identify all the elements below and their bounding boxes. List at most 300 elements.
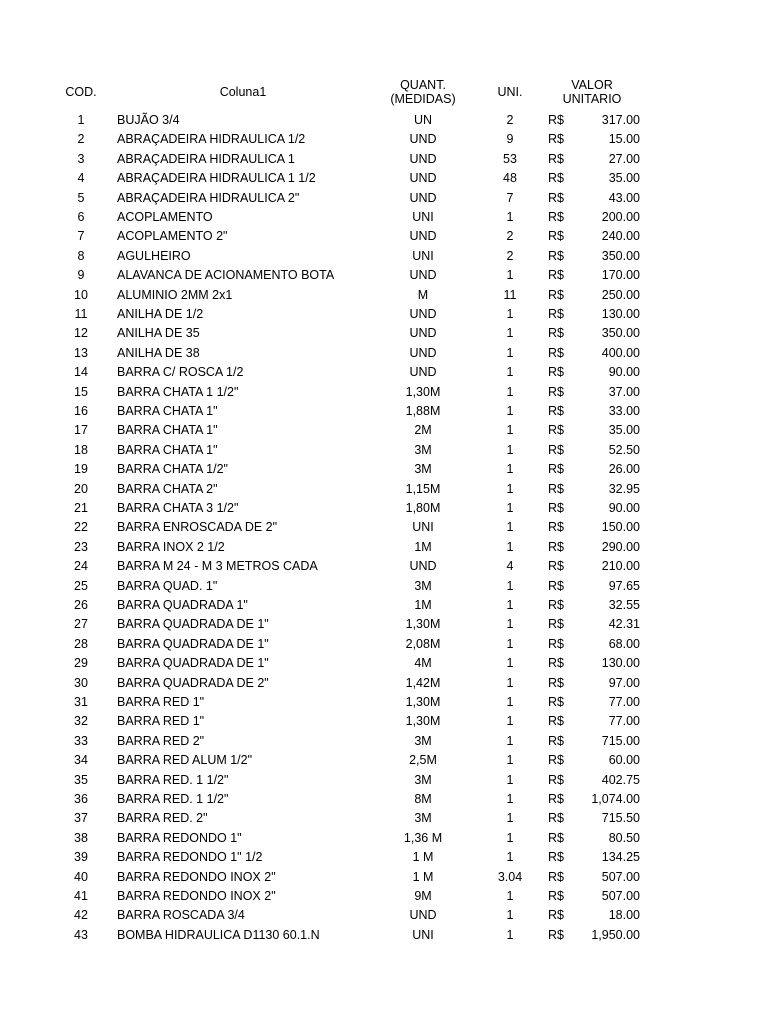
row-description: BARRA ENROSCADA DE 2"	[117, 520, 278, 535]
row-description: BARRA CHATA 1 1/2"	[117, 384, 239, 399]
row-currency: R$	[548, 811, 564, 826]
row-unit-value: 317.00	[601, 113, 640, 127]
row-description: BARRA CHATA 1"	[117, 442, 218, 457]
row-number: 19	[74, 462, 88, 477]
table-row	[0, 499, 768, 518]
table-row	[0, 771, 768, 790]
row-currency: R$	[548, 268, 564, 283]
row-description: BARRA QUADRADA 1"	[117, 598, 248, 612]
table-row	[0, 538, 768, 557]
table-row	[0, 266, 768, 285]
table-row	[0, 480, 768, 499]
row-currency: R$	[548, 578, 564, 593]
row-quantity: 1	[506, 520, 514, 535]
header-cod: COD.	[65, 85, 97, 99]
row-currency: R$	[548, 171, 564, 186]
row-unit-value: 32.95	[608, 481, 640, 496]
row-number: 10	[74, 287, 88, 302]
row-measure: 3M	[414, 772, 432, 787]
row-number: 7	[77, 229, 85, 244]
row-description: ACOPLAMENTO 2"	[117, 229, 228, 244]
row-unit-value: 18.00	[608, 908, 640, 923]
row-description: BARRA CHATA 1"	[117, 423, 218, 438]
row-number: 24	[74, 559, 88, 574]
header-uni: UNI.	[497, 85, 523, 99]
row-currency: R$	[548, 598, 564, 612]
table-row	[0, 615, 768, 634]
row-description: BUJÃO 3/4	[117, 113, 180, 127]
row-description: ALAVANCA DE ACIONAMENTO BOTA	[117, 268, 335, 283]
row-measure: 2M	[414, 423, 432, 438]
row-quantity: 1	[506, 830, 514, 845]
row-measure: UND	[409, 326, 437, 341]
row-measure: 1 M	[412, 850, 434, 865]
row-description: BARRA QUADRADA DE 1"	[117, 656, 269, 671]
table-row	[0, 674, 768, 693]
row-quantity: 1	[506, 326, 514, 341]
row-measure: UND	[409, 132, 437, 147]
row-quantity: 1	[506, 772, 514, 787]
row-description: BARRA RED 2"	[117, 733, 205, 748]
row-quantity: 1	[506, 384, 514, 399]
row-currency: R$	[548, 132, 564, 147]
row-number: 43	[74, 927, 88, 942]
row-currency: R$	[548, 869, 564, 884]
row-quantity: 1	[506, 501, 514, 515]
row-description: BARRA RED. 2"	[117, 811, 208, 826]
row-description: BARRA INOX 2 1/2	[117, 539, 225, 554]
row-description: ABRAÇADEIRA HIDRAULICA 2"	[117, 190, 300, 205]
row-number: 30	[74, 675, 88, 690]
header-coluna1: Coluna1	[219, 85, 267, 99]
row-measure: 1,30M	[405, 695, 441, 709]
row-currency: R$	[548, 539, 564, 554]
row-description: BARRA QUADRADA DE 2"	[117, 675, 269, 690]
row-measure: UND	[409, 171, 437, 186]
table-row	[0, 305, 768, 324]
row-unit-value: 200.00	[601, 210, 640, 224]
row-measure: 9M	[414, 889, 432, 903]
row-currency: R$	[548, 326, 564, 341]
row-number: 35	[74, 772, 88, 787]
row-quantity: 9	[506, 132, 514, 147]
table-row	[0, 654, 768, 673]
row-currency: R$	[548, 850, 564, 865]
row-quantity: 1	[506, 636, 514, 651]
row-quantity: 1	[506, 268, 514, 283]
row-currency: R$	[548, 772, 564, 787]
row-measure: 1M	[414, 539, 432, 554]
table-row	[0, 732, 768, 751]
row-measure: 1M	[414, 598, 432, 612]
row-number: 4	[77, 171, 85, 186]
row-description: BARRA RED 1"	[117, 714, 205, 729]
row-currency: R$	[548, 636, 564, 651]
table-row	[0, 460, 768, 479]
row-description: BARRA CHATA 3 1/2"	[117, 501, 239, 515]
row-unit-value: 27.00	[608, 151, 640, 166]
row-unit-value: 52.50	[608, 442, 640, 457]
row-description: ABRAÇADEIRA HIDRAULICA 1	[117, 151, 295, 166]
table-row	[0, 150, 768, 169]
row-quantity: 4	[506, 559, 514, 574]
row-quantity: 1	[506, 442, 514, 457]
row-currency: R$	[548, 617, 564, 632]
row-currency: R$	[548, 423, 564, 438]
row-description: ABRAÇADEIRA HIDRAULICA 1 1/2	[117, 171, 316, 186]
row-unit-value: 715.00	[601, 733, 640, 748]
row-description: BARRA RED. 1 1/2"	[117, 792, 229, 806]
row-description: ABRAÇADEIRA HIDRAULICA 1/2	[117, 132, 306, 147]
row-description: ACOPLAMENTO	[117, 210, 213, 224]
row-measure: 3M	[414, 578, 432, 593]
table-row	[0, 829, 768, 848]
row-unit-value: 402.75	[601, 772, 640, 787]
row-quantity: 2	[506, 113, 514, 127]
table-row	[0, 363, 768, 382]
row-number: 22	[74, 520, 88, 535]
row-measure: 3M	[414, 733, 432, 748]
table-row	[0, 383, 768, 402]
row-quantity: 1	[506, 598, 514, 612]
row-unit-value: 170.00	[601, 268, 640, 283]
row-quantity: 1	[506, 927, 514, 942]
row-measure: UND	[409, 307, 437, 321]
table-row	[0, 208, 768, 227]
row-currency: R$	[548, 151, 564, 166]
row-currency: R$	[548, 501, 564, 515]
row-measure: 1,80M	[405, 501, 441, 515]
row-unit-value: 32.55	[608, 598, 640, 612]
row-unit-value: 43.00	[608, 190, 640, 205]
row-description: ALUMINIO 2MM 2x1	[117, 287, 233, 302]
row-description: ANILHA DE 38	[117, 345, 200, 360]
row-currency: R$	[548, 733, 564, 748]
row-unit-value: 15.00	[608, 132, 640, 147]
row-measure: UND	[409, 151, 437, 166]
row-currency: R$	[548, 830, 564, 845]
row-measure: UNI	[412, 248, 434, 263]
row-description: BARRA CHATA 1"	[117, 404, 218, 418]
row-measure: UNI	[412, 210, 434, 224]
table-row	[0, 868, 768, 887]
row-measure: 1,15M	[405, 481, 441, 496]
row-quantity: 53	[503, 151, 517, 166]
table-row	[0, 596, 768, 615]
row-unit-value: 350.00	[601, 326, 640, 341]
row-quantity: 1	[506, 656, 514, 671]
row-quantity: 1	[506, 345, 514, 360]
row-quantity: 1	[506, 617, 514, 632]
row-currency: R$	[548, 695, 564, 709]
row-description: BARRA ROSCADA 3/4	[117, 908, 245, 923]
row-description: BARRA QUAD. 1"	[117, 578, 218, 593]
table-row	[0, 848, 768, 867]
row-currency: R$	[548, 345, 564, 360]
row-unit-value: 90.00	[608, 501, 640, 515]
table-row	[0, 286, 768, 305]
row-unit-value: 97.00	[608, 675, 640, 690]
row-unit-value: 26.00	[608, 462, 640, 477]
row-measure: 1,30M	[405, 384, 441, 399]
row-quantity: 2	[506, 248, 514, 263]
row-quantity: 1	[506, 578, 514, 593]
row-description: BARRA CHATA 1/2"	[117, 462, 228, 477]
row-quantity: 1	[506, 210, 514, 224]
row-currency: R$	[548, 307, 564, 321]
row-quantity: 1	[506, 811, 514, 826]
row-quantity: 1	[506, 889, 514, 903]
row-number: 25	[74, 578, 88, 593]
row-currency: R$	[548, 442, 564, 457]
row-measure: 3M	[414, 442, 432, 457]
row-quantity: 48	[503, 171, 517, 186]
row-measure: UND	[409, 229, 437, 244]
row-measure: UND	[409, 345, 437, 360]
row-unit-value: 290.00	[601, 539, 640, 554]
header-valor: VALOR UNITARIO	[562, 78, 622, 106]
row-number: 42	[74, 908, 88, 923]
row-measure: 1 M	[412, 869, 434, 884]
row-description: BARRA REDONDO 1"	[117, 830, 242, 845]
row-currency: R$	[548, 559, 564, 574]
row-measure: 3M	[414, 811, 432, 826]
row-unit-value: 42.31	[608, 617, 640, 632]
row-currency: R$	[548, 404, 564, 418]
row-number: 32	[74, 714, 88, 729]
row-unit-value: 507.00	[601, 889, 640, 903]
row-unit-value: 507.00	[601, 869, 640, 884]
table-row	[0, 790, 768, 809]
row-unit-value: 37.00	[608, 384, 640, 399]
row-number: 39	[74, 850, 88, 865]
row-description: BARRA QUADRADA DE 1"	[117, 617, 269, 632]
row-currency: R$	[548, 520, 564, 535]
row-quantity: 1	[506, 539, 514, 554]
row-description: BARRA C/ ROSCA 1/2	[117, 365, 244, 380]
row-measure: 2,5M	[409, 753, 437, 768]
row-measure: UND	[409, 908, 437, 923]
row-quantity: 1	[506, 423, 514, 438]
table-row	[0, 906, 768, 925]
row-unit-value: 250.00	[601, 287, 640, 302]
row-number: 37	[74, 811, 88, 826]
row-unit-value: 90.00	[608, 365, 640, 380]
row-unit-value: 77.00	[608, 714, 640, 729]
row-quantity: 1	[506, 753, 514, 768]
row-number: 28	[74, 636, 88, 651]
row-currency: R$	[548, 365, 564, 380]
table-row	[0, 712, 768, 731]
row-number: 23	[74, 539, 88, 554]
row-number: 20	[74, 481, 88, 496]
row-number: 13	[74, 345, 88, 360]
row-number: 33	[74, 733, 88, 748]
row-currency: R$	[548, 889, 564, 903]
row-number: 8	[77, 248, 85, 263]
row-quantity: 1	[506, 307, 514, 321]
row-quantity: 7	[506, 190, 514, 205]
row-measure: UND	[409, 190, 437, 205]
table-row	[0, 324, 768, 343]
row-unit-value: 150.00	[601, 520, 640, 535]
row-quantity: 1	[506, 675, 514, 690]
row-measure: 4M	[414, 656, 432, 671]
row-description: BARRA REDONDO 1" 1/2	[117, 850, 263, 865]
table-row	[0, 577, 768, 596]
row-currency: R$	[548, 714, 564, 729]
row-unit-value: 97.65	[608, 578, 640, 593]
row-number: 26	[74, 598, 88, 612]
row-quantity: 1	[506, 462, 514, 477]
row-number: 17	[74, 423, 88, 438]
row-quantity: 1	[506, 365, 514, 380]
table-row	[0, 227, 768, 246]
table-row	[0, 557, 768, 576]
row-unit-value: 77.00	[608, 695, 640, 709]
row-quantity: 1	[506, 714, 514, 729]
row-number: 41	[74, 889, 88, 903]
row-description: BARRA RED 1"	[117, 695, 205, 709]
row-quantity: 3.04	[497, 869, 523, 884]
table-row	[0, 926, 768, 945]
row-quantity: 1	[506, 792, 514, 806]
row-description: ANILHA DE 35	[117, 326, 200, 341]
row-currency: R$	[548, 229, 564, 244]
row-number: 11	[74, 307, 88, 321]
row-description: BARRA RED. 1 1/2"	[117, 772, 229, 787]
row-description: BARRA CHATA 2"	[117, 481, 218, 496]
row-number: 34	[74, 753, 88, 768]
table-row	[0, 169, 768, 188]
row-currency: R$	[548, 675, 564, 690]
row-number: 12	[74, 326, 88, 341]
table-row	[0, 887, 768, 906]
row-number: 9	[77, 268, 85, 283]
row-description: AGULHEIRO	[117, 248, 191, 263]
row-measure: 1,42M	[405, 675, 441, 690]
row-quantity: 1	[506, 908, 514, 923]
row-unit-value: 130.00	[601, 656, 640, 671]
row-currency: R$	[548, 462, 564, 477]
row-unit-value: 210.00	[601, 559, 640, 574]
row-measure: UND	[409, 559, 437, 574]
row-description: BARRA REDONDO INOX 2"	[117, 869, 276, 884]
row-currency: R$	[548, 481, 564, 496]
row-number: 15	[74, 384, 88, 399]
row-measure: UND	[409, 268, 437, 283]
row-currency: R$	[548, 908, 564, 923]
row-number: 18	[74, 442, 88, 457]
table-row	[0, 441, 768, 460]
row-quantity: 2	[506, 229, 514, 244]
row-unit-value: 35.00	[608, 423, 640, 438]
row-number: 3	[77, 151, 85, 166]
row-measure: UNI	[412, 927, 434, 942]
row-measure: UN	[413, 113, 433, 127]
row-currency: R$	[548, 753, 564, 768]
row-measure: 8M	[414, 792, 432, 806]
row-unit-value: 130.00	[601, 307, 640, 321]
row-quantity: 1	[506, 404, 514, 418]
row-unit-value: 134.25	[601, 850, 640, 865]
row-currency: R$	[548, 210, 564, 224]
row-currency: R$	[548, 384, 564, 399]
row-quantity: 1	[506, 481, 514, 496]
row-number: 14	[74, 365, 88, 380]
row-description: BARRA M 24 - M 3 METROS CADA	[117, 559, 318, 574]
row-measure: 1,36 M	[403, 830, 443, 845]
row-quantity: 1	[506, 733, 514, 748]
row-quantity: 11	[503, 287, 517, 302]
row-measure: 1,88M	[405, 404, 441, 418]
row-number: 40	[74, 869, 88, 884]
row-number: 29	[74, 656, 88, 671]
row-unit-value: 68.00	[608, 636, 640, 651]
row-unit-value: 33.00	[608, 404, 640, 418]
row-unit-value: 1,950.00	[591, 927, 640, 942]
row-unit-value: 60.00	[608, 753, 640, 768]
table-row	[0, 635, 768, 654]
row-currency: R$	[548, 656, 564, 671]
row-currency: R$	[548, 248, 564, 263]
row-unit-value: 35.00	[608, 171, 640, 186]
row-number: 5	[77, 190, 85, 205]
row-description: BARRA REDONDO INOX 2"	[117, 889, 276, 903]
table-row	[0, 344, 768, 363]
row-number: 2	[77, 132, 85, 147]
row-number: 6	[77, 210, 85, 224]
row-number: 36	[74, 792, 88, 806]
row-number: 31	[74, 695, 88, 709]
row-number: 38	[74, 830, 88, 845]
row-quantity: 1	[506, 850, 514, 865]
row-measure: 1,30M	[405, 714, 441, 729]
row-number: 1	[77, 113, 85, 127]
table-row	[0, 693, 768, 712]
row-measure: 3M	[414, 462, 432, 477]
row-currency: R$	[548, 927, 564, 942]
table-row	[0, 130, 768, 149]
row-description: BOMBA HIDRAULICA D1130 60.1.N	[117, 927, 320, 942]
table-row	[0, 189, 768, 208]
table-row	[0, 751, 768, 770]
row-unit-value: 350.00	[601, 248, 640, 263]
row-number: 16	[74, 404, 88, 418]
table-row	[0, 111, 768, 130]
row-currency: R$	[548, 792, 564, 806]
row-measure: 1,30M	[405, 617, 441, 632]
row-measure: UNI	[412, 520, 434, 535]
row-unit-value: 1,074.00	[591, 792, 640, 806]
table-row	[0, 518, 768, 537]
row-measure: 2,08M	[405, 636, 441, 651]
row-description: BARRA QUADRADA DE 1"	[117, 636, 269, 651]
row-description: ANILHA DE 1/2	[117, 307, 204, 321]
row-measure: M	[417, 287, 429, 302]
row-measure: UND	[409, 365, 437, 380]
row-description: BARRA RED ALUM 1/2"	[117, 753, 253, 768]
header-quant: QUANT. (MEDIDAS)	[390, 78, 456, 106]
row-number: 21	[74, 501, 88, 515]
row-unit-value: 240.00	[601, 229, 640, 244]
row-currency: R$	[548, 287, 564, 302]
table-row	[0, 421, 768, 440]
table-row	[0, 402, 768, 421]
row-currency: R$	[548, 190, 564, 205]
table-row	[0, 809, 768, 828]
row-number: 27	[74, 617, 88, 632]
